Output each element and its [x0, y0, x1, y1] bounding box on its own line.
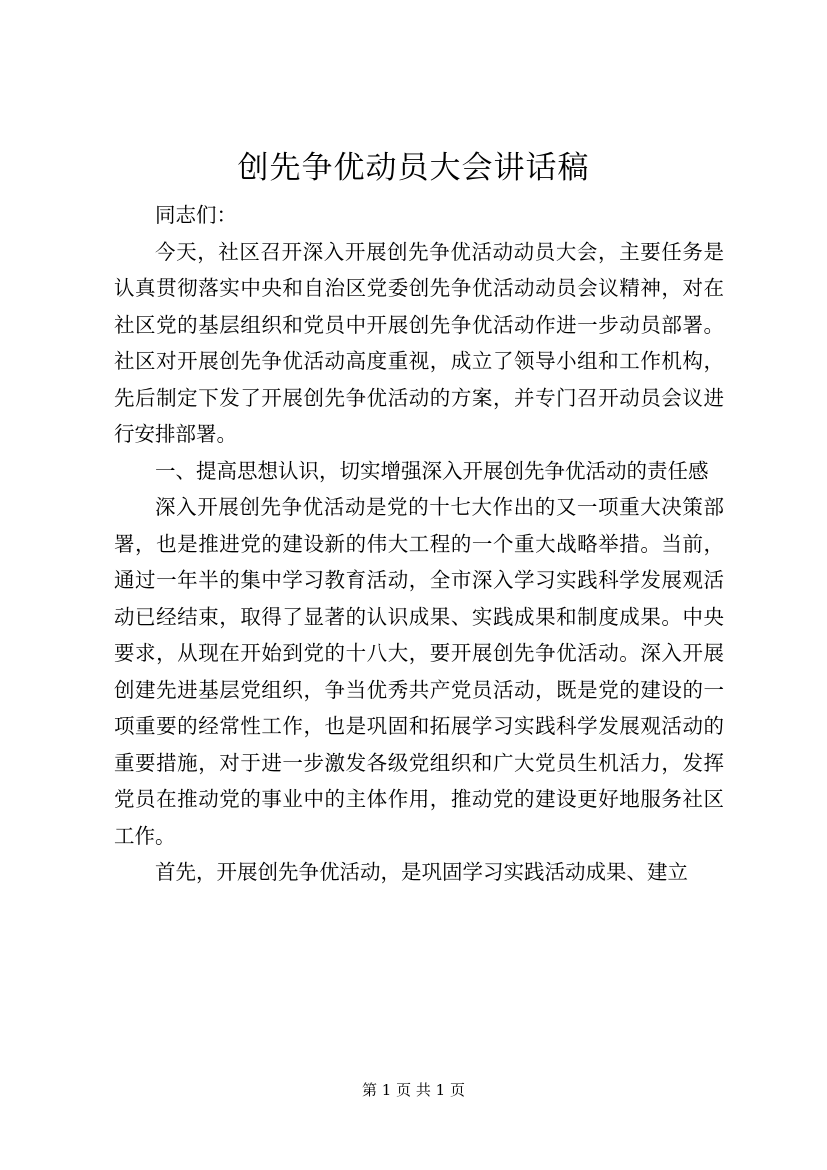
document-title: 创先争优动员大会讲话稿 [237, 150, 590, 186]
document-body [114, 197, 724, 891]
section-heading: 一、提高思想认识，切实增强深入开展创先争优活动的责任感 [155, 458, 709, 483]
paragraph-body: 深入开展创先争优活动是党的十七大作出的又一项重大决策部署，也是推进党的建设新的伟大工程的一个重大战略举措。当前，通过一年半的集中学习教育活动，全市深入学习实践科学发展观活动已经结束，取得了显著的认识成果、实践成果和制度成果。中央要求，从现在开始到党的十八大，要开展创先争优活动。深入开展创建先进基层党组织，争当优秀共产党员活动，既是党的建设的一项重要的经常性工作，也是巩固和拓展学习实践科学发展观活动的重要措施，对于进一步激发各级党组织和广大党员生机活力，发挥党员在推动党的事业中的主体作用，推动党的建设更好地服务社区工作。 [114, 495, 724, 848]
paragraph-continued: 首先，开展创先争优活动，是巩固学习实践活动成果、建立 [155, 860, 688, 884]
paragraph-intro: 今天，社区召开深入开展创先争优活动动员大会，主要任务是认真贯彻落实中央和自治区党委创先争优活动动员会议精神，对在社区党的基层组织和党员中开展创先争优活动作进一步动员部署。社区对开展创先争优活动高度重视，成立了领导小组和工作机构，先后制定下发了开展创先争优活动的方案，并专门召开动员会议进行安排部署。 [114, 239, 724, 446]
page-number-footer: 第 1 页 共 1 页 [362, 1081, 465, 1099]
salutation: 同志们： [155, 203, 237, 227]
